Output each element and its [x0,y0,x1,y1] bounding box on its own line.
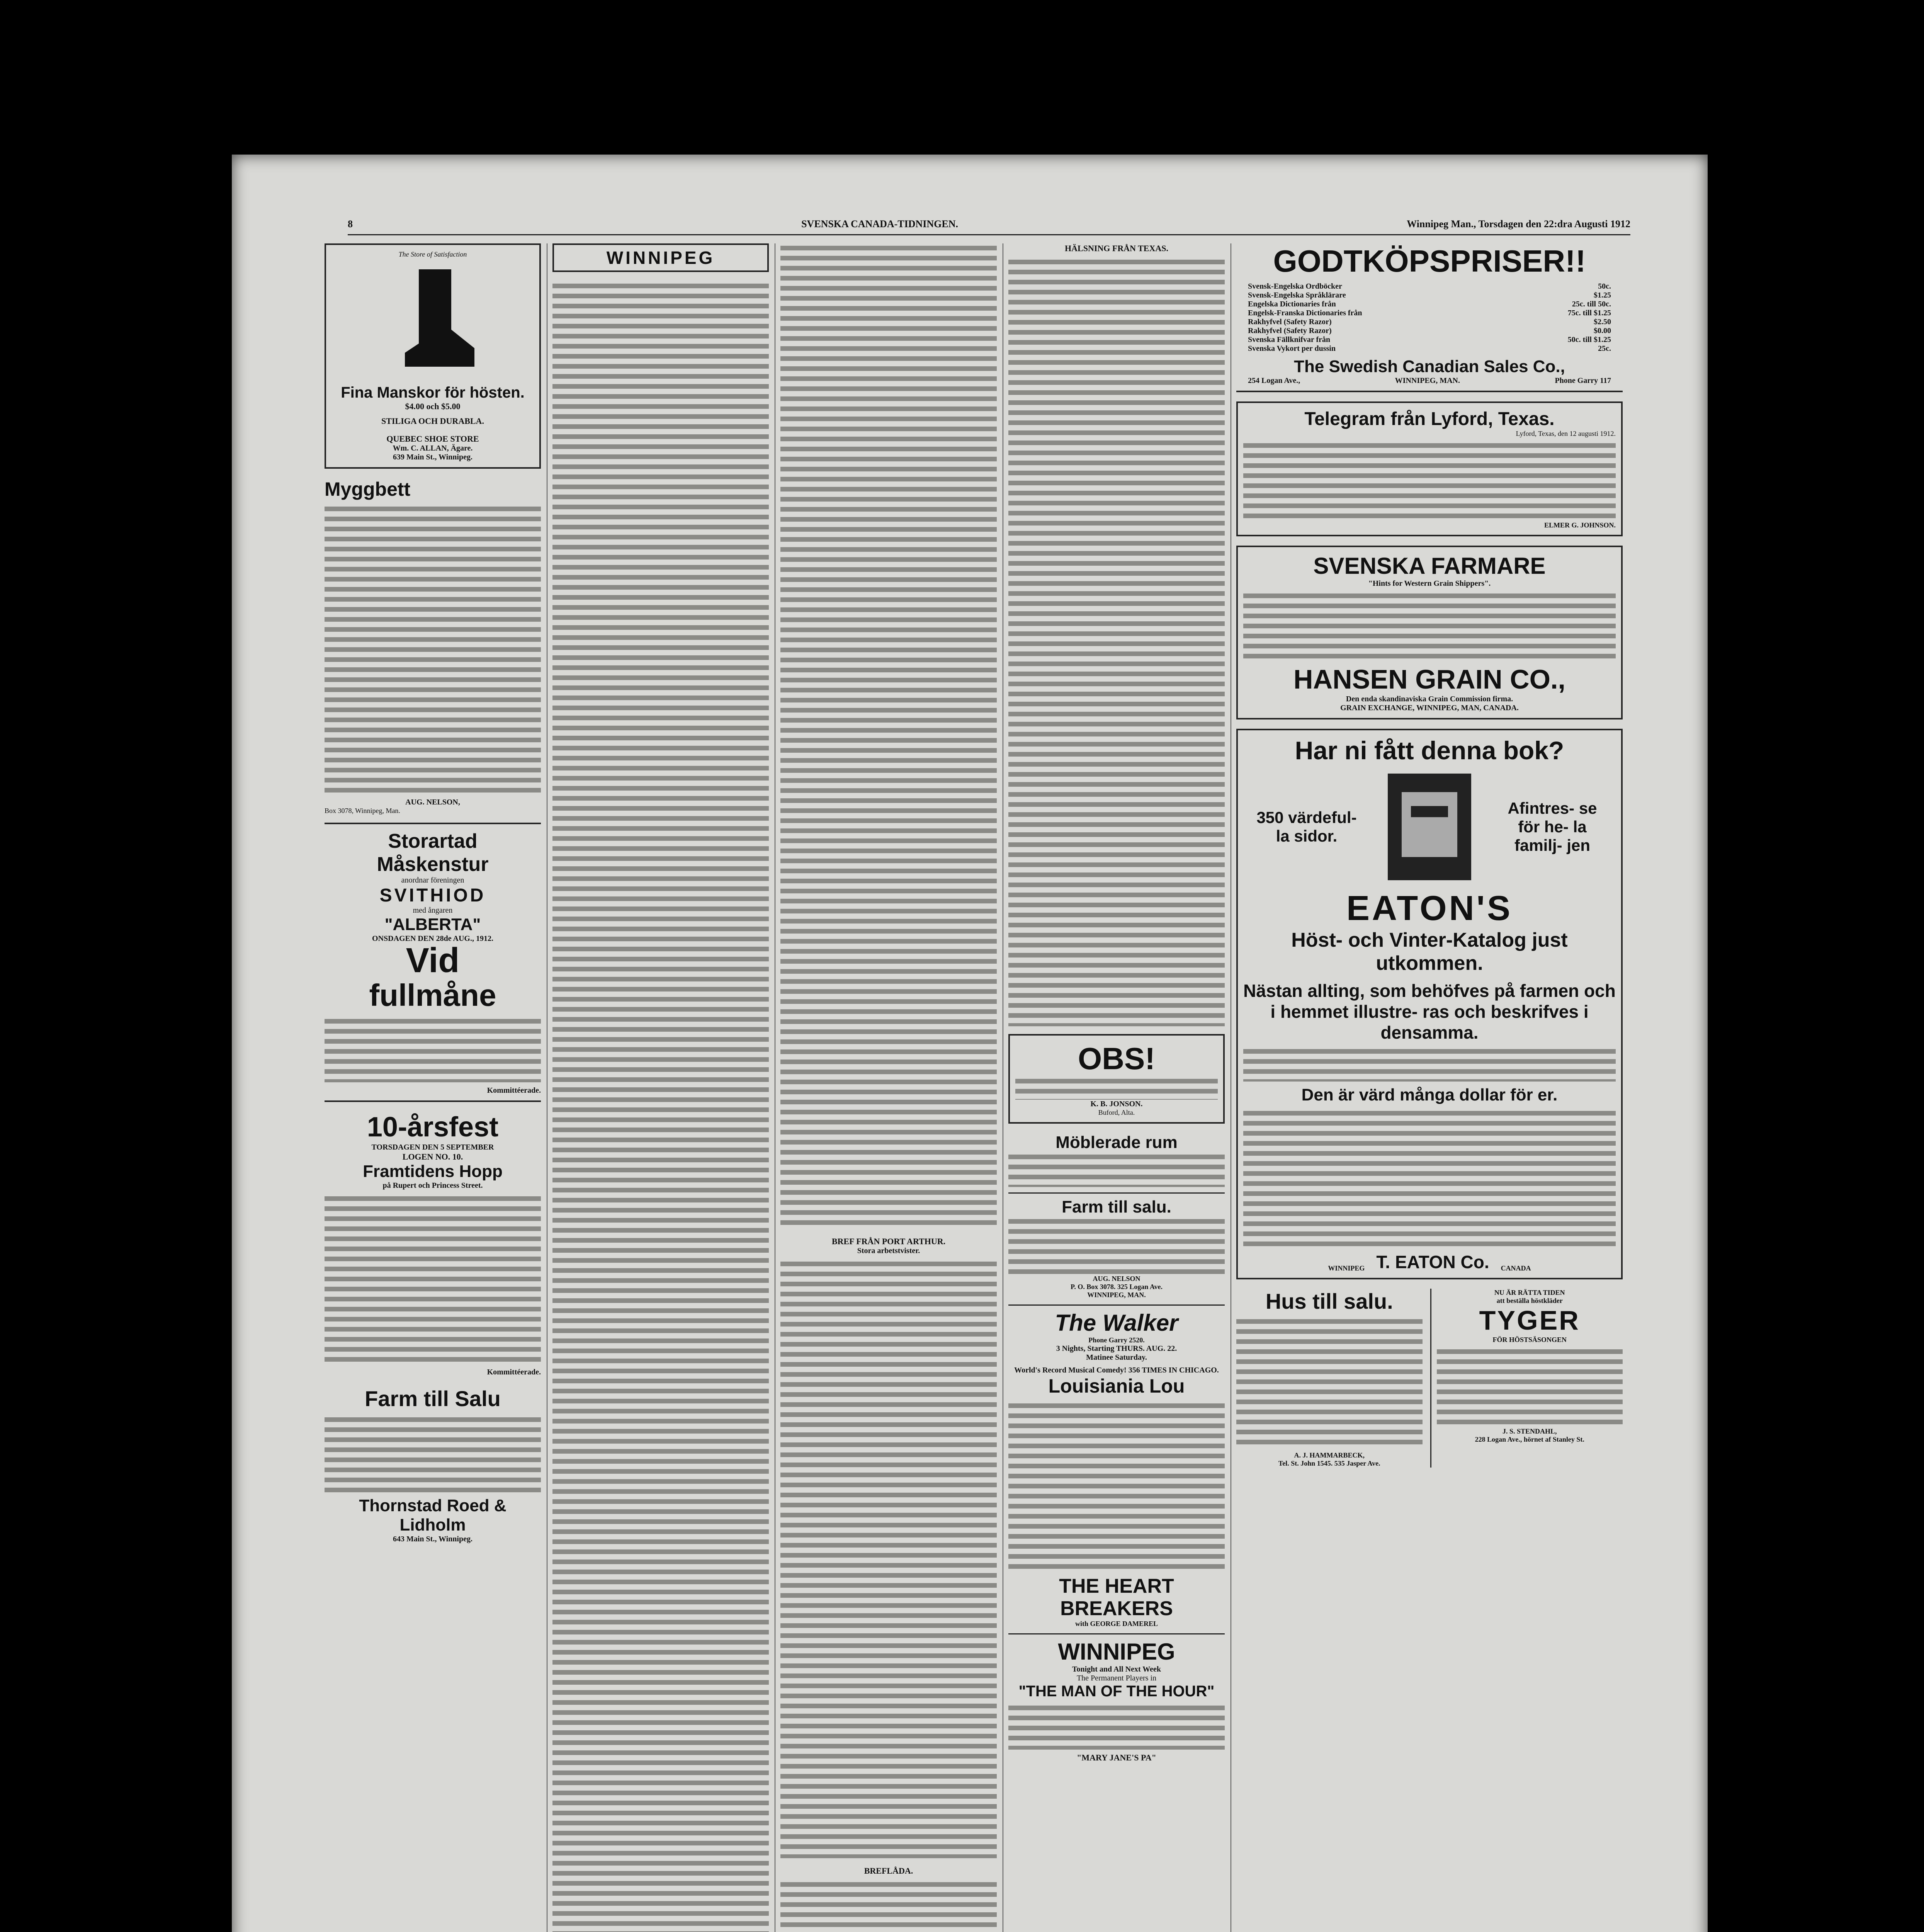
arsfest-l4: på Rupert och Princess Street. [382,1181,483,1190]
price-item-value: 50c. till $1.25 [1567,335,1611,344]
telegram-body [1243,441,1616,518]
hus-salu-address: Tel. St. John 1545. 535 Jasper Ave. [1278,1459,1380,1467]
price-row [1248,327,1611,335]
boot-icon [386,262,479,378]
price-row [1248,335,1611,344]
newspaper-page [232,155,1708,1932]
eaton-brand: EATON'S [1346,889,1513,928]
hus-salu-body [1236,1317,1423,1448]
walker-show: Louisiania Lou [1048,1375,1185,1397]
winnipeg-theatre-body [1008,1703,1225,1750]
winnipeg-theatre-next: "MARY JANE'S PA" [1077,1753,1156,1762]
moblerade-ad [1008,1133,1225,1187]
tyger-ad [1430,1289,1623,1468]
eaton-body-2 [1243,1109,1616,1248]
telegram-title: Telegram från Lyford, Texas. [1304,409,1555,429]
arsfest-title: 10-årsfest [367,1112,499,1143]
eaton-pitch: Nästan allting, som behöfves på farmen och i hemmet illustre- ras och beskrifves i densamma. [1243,981,1616,1043]
dateline: Winnipeg Man., Torsdagen den 22:dra Augusti 1912 [1407,218,1630,230]
telegram-sign: ELMER G. JOHNSON. [1544,521,1616,529]
price-row [1248,282,1611,291]
catalog-book-icon [1383,769,1476,885]
eaton-right-text: Afintres- se för he- la familj- jen [1508,799,1597,854]
page-number: 8 [348,218,353,230]
price-item-name: Engelska Dictionaries från [1248,300,1336,308]
hus-salu-title: Hus till salu. [1265,1289,1393,1313]
walker-show2: THE HEART BREAKERS [1059,1575,1174,1620]
farmare-ad [1236,546,1623,719]
column-4 [1008,243,1225,1932]
walker-with: with GEORGE DAMEREL [1075,1620,1158,1628]
farm-salu-1-firm: Thornstad Roed & Lidholm [359,1496,506,1534]
maskenstur-l8: Vid [406,941,460,980]
farmare-title: SVENSKA FARMARE [1313,553,1546,579]
farmare-sub: "Hints for Western Grain Shippers". [1368,579,1491,588]
winnipeg-news-body [552,281,769,1932]
shoe-sub: STILIGA OCH DURABLA. [381,416,484,426]
arsfest-ad [325,1111,541,1377]
price-row [1248,300,1611,309]
farmare-address: GRAIN EXCHANGE, WINNIPEG, MAN, CANADA. [1340,704,1519,712]
price-item-value: $0.00 [1594,327,1611,335]
maskenstur-l9: fullmåne [369,978,496,1012]
farmare-tag: Den enda skandinaviska Grain Commission firma. [1346,695,1513,703]
texas-body [1008,257,1225,1026]
maskenstur-ad [325,823,541,1102]
walker-theatre-ad [1008,1304,1225,1628]
farm-salu-1-address: 643 Main St., Winnipeg. [393,1535,473,1543]
tyger-address: 228 Logan Ave., hörnet af Stanley St. [1475,1435,1584,1443]
price-item-name: Svensk-Engelska Språklärare [1248,291,1346,299]
farm-salu-2-body [1008,1217,1225,1275]
price-item-name: Rakhyfvel (Safety Razor) [1248,327,1332,335]
winnipeg-heading [552,243,769,272]
port-arthur-body [780,1259,997,1858]
walker-slogan: World's Record Musical Comedy! 356 TIMES IN CHICAGO. [1014,1366,1219,1374]
obs-body [1015,1077,1218,1100]
moblerade-body [1008,1152,1225,1187]
maskenstur-l5: med ångaren [413,906,453,915]
myggbett-box: Box 3078, Winnipeg, Man. [325,807,400,815]
maskenstur-l7: ONSDAGEN DEN 28de AUG., 1912. [372,934,493,943]
farmare-company: HANSEN GRAIN CO., [1293,664,1565,694]
maskenstur-l1: Storartad [388,830,478,852]
store-name: QUEBEC SHOE STORE [386,434,479,444]
arsfest-l3: Framtidens Hopp [363,1162,503,1181]
breflada-body [780,1880,997,1932]
texas-heading: HÄLSNING FRÅN TEXAS. [1065,243,1168,253]
maskenstur-l4: SVITHIOD [379,885,486,906]
eaton-value: Den är värd många dollar för er. [1301,1085,1558,1104]
page-header [348,216,1630,235]
eaton-logo: T. EATON Co. [1376,1252,1489,1272]
eaton-body [1243,1047,1616,1082]
winnipeg-theatre-l1: Tonight and All Next Week [1072,1665,1161,1673]
godtkop-city: WINNIPEG, MAN. [1395,376,1460,385]
farm-salu-ad-2 [1008,1192,1225,1299]
obs-title: OBS! [1078,1041,1155,1076]
walker-phone: Phone Garry 2520. [1088,1336,1145,1344]
column-5 [1236,243,1623,1932]
obs-place: Buford, Alta. [1098,1109,1135,1116]
farm-salu-2-title: Farm till salu. [1062,1197,1171,1216]
price-row [1248,309,1611,318]
farm-salu-2-sign: AUG. NELSON [1093,1275,1140,1282]
maskenstur-l2: Måskenstur [377,853,489,876]
store-motto: The Store of Satisfaction [398,250,467,258]
port-arthur-heading: BREF FRÅN PORT ARTHUR. [831,1236,946,1246]
price-item-value: 25c. till 50c. [1572,300,1611,308]
arsfest-body [325,1194,541,1364]
telegram-ad [1236,401,1623,536]
telegram-date: Lyford, Texas, den 12 augusti 1912. [1516,430,1616,437]
breflada-heading: BREFLÅDA. [864,1866,913,1876]
myggbett-sign: AUG. NELSON, [405,798,460,806]
column-3 [780,243,997,1932]
price-item-name: Svenska Fällknifvar från [1248,335,1330,344]
farmare-body [1243,591,1616,661]
shoe-headline: Fina Manskor för hösten. [341,384,525,401]
hus-salu-ad [1236,1289,1423,1468]
walker-nights: 3 Nights, Starting THURS. AUG. 22. [1056,1344,1177,1353]
arsfest-sign: Kommittéerade. [487,1368,541,1376]
eaton-city: WINNIPEG [1328,1264,1365,1272]
maskenstur-sign: Kommittéerade. [487,1086,541,1095]
godtkop-price-list [1248,282,1611,353]
walker-name: The Walker [1055,1310,1178,1336]
tyger-sign: J. S. STENDAHL, [1502,1427,1557,1435]
arsfest-l1: TORSDAGEN DEN 5 SEPTEMBER [371,1143,494,1151]
price-row [1248,291,1611,300]
price-row [1248,318,1611,327]
shoe-price: $4.00 och $5.00 [405,401,461,411]
price-row [1248,344,1611,353]
farm-salu-1-body [325,1415,541,1492]
hus-salu-sign: A. J. HAMMARBECK, [1294,1451,1365,1459]
maskenstur-l3: anordnar föreningen [401,876,464,884]
walker-matinee: Matinee Saturday. [1086,1353,1147,1362]
farm-salu-2-city: WINNIPEG, MAN. [1087,1291,1146,1299]
eaton-catalog: Höst- och Vinter-Katalog just utkommen. [1291,929,1568,975]
port-arthur-sub: Stora arbetstvister. [857,1247,920,1255]
myggbett-title: Myggbett [325,478,411,500]
tyger-title: TYGER [1479,1305,1580,1335]
shoe-store-ad [325,243,541,469]
price-item-value: $1.25 [1594,291,1611,299]
price-item-value: 75c. till $1.25 [1567,309,1611,317]
price-item-value: $2.50 [1594,318,1611,326]
store-owner: Wm. C. ALLAN, Ägare. [393,444,473,452]
winnipeg-theatre-ad [1008,1633,1225,1763]
price-item-name: Svenska Vykort per dussin [1248,344,1336,353]
godtkop-phone: Phone Garry 117 [1555,376,1611,385]
store-address: 639 Main St., Winnipeg. [393,453,473,461]
winnipeg-theatre-play: "THE MAN OF THE HOUR" [1018,1683,1215,1700]
winnipeg-theatre-name: WINNIPEG [1058,1639,1175,1665]
myggbett-body [325,504,541,798]
price-item-name: Engelsk-Franska Dictionaries från [1248,309,1362,317]
moblerade-title: Möblerade rum [1055,1133,1178,1152]
obs-sign: K. B. JONSON. [1090,1100,1143,1108]
tyger-l2: att beställa höstkläder [1496,1297,1563,1304]
tyger-l1: NU ÄR RÄTTA TIDEN [1494,1289,1565,1296]
godtkop-address: 254 Logan Ave., [1248,376,1300,385]
godtkop-title: GODTKÖPSPRISER!! [1273,244,1586,278]
eaton-country: CANADA [1501,1264,1531,1272]
column-3-body-top [780,243,997,1229]
maskenstur-l6: "ALBERTA" [384,915,481,934]
eaton-left-text: 350 värdeful- la sidor. [1256,808,1357,845]
price-item-value: 50c. [1598,282,1611,291]
column-1 [325,243,541,1932]
farm-salu-1-title: Farm till Salu [365,1386,501,1411]
column-2 [552,243,769,1932]
obs-ad [1008,1034,1225,1124]
walker-body [1008,1401,1225,1571]
price-item-name: Rakhyfvel (Safety Razor) [1248,318,1332,326]
farm-salu-2-box: P. O. Box 3078. 325 Logan Ave. [1070,1283,1163,1291]
price-item-value: 25c. [1598,344,1611,353]
godtkop-ad [1236,243,1623,392]
godtkop-company: The Swedish Canadian Sales Co., [1294,357,1565,376]
eaton-headline: Har ni fått denna bok? [1295,736,1564,765]
price-item-name: Svensk-Engelska Ordböcker [1248,282,1342,291]
paper-name: SVENSKA CANADA-TIDNINGEN. [801,218,959,230]
arsfest-l2: LOGEN NO. 10. [402,1152,463,1162]
farm-salu-ad-1 [325,1386,541,1544]
eaton-ad [1236,729,1623,1279]
maskenstur-body [325,1017,541,1082]
tyger-l3: FÖR HÖSTSÄSONGEN [1492,1336,1567,1344]
winnipeg-heading-text: WINNIPEG [606,248,715,268]
winnipeg-theatre-l2: The Permanent Players in [1076,1674,1157,1682]
tyger-body [1437,1347,1623,1424]
